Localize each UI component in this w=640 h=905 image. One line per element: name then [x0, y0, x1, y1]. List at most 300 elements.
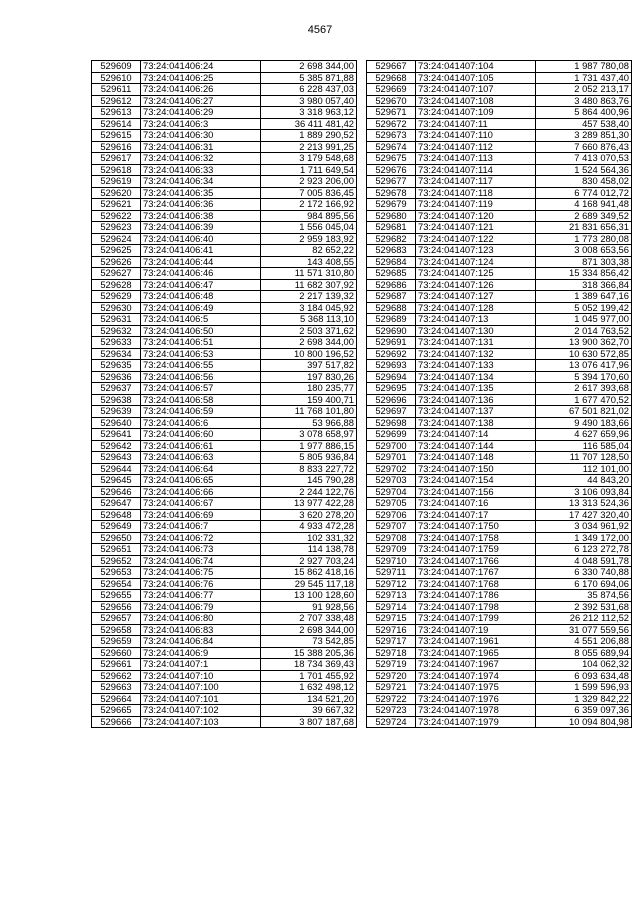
row-number-cell: 529701 — [367, 452, 416, 464]
row-number-cell: 529682 — [367, 233, 416, 245]
value-cell: 1 349 172,00 — [536, 532, 632, 544]
cadastral-number-cell: 73:24:041407:154 — [416, 475, 536, 487]
table-row — [367, 222, 632, 234]
value-cell: 5 385 871,88 — [261, 72, 357, 84]
row-number-cell: 529629 — [92, 291, 141, 303]
row-number-cell: 529718 — [367, 647, 416, 659]
row-number-cell: 529664 — [92, 693, 141, 705]
table-row — [367, 187, 632, 199]
row-number-cell: 529698 — [367, 417, 416, 429]
cadastral-number-cell: 73:24:041406:40 — [141, 233, 261, 245]
table-row — [367, 647, 632, 659]
table-row — [92, 475, 357, 487]
cadastral-number-cell: 73:24:041406:25 — [141, 72, 261, 84]
row-number-cell: 529653 — [92, 567, 141, 579]
table-row — [367, 475, 632, 487]
cadastral-number-cell: 73:24:041407:121 — [416, 222, 536, 234]
value-cell: 10 800 196,52 — [261, 348, 357, 360]
cadastral-number-cell: 73:24:041406:73 — [141, 544, 261, 556]
table-row — [92, 176, 357, 188]
cadastral-number-cell: 73:24:041407:1786 — [416, 590, 536, 602]
value-cell: 3 620 278,20 — [261, 509, 357, 521]
cadastral-number-cell: 73:24:041406:39 — [141, 222, 261, 234]
value-cell: 3 008 653,56 — [536, 245, 632, 257]
row-number-cell: 529609 — [92, 61, 141, 73]
table-row — [367, 532, 632, 544]
cadastral-number-cell: 73:24:041407:1 — [141, 659, 261, 671]
row-number-cell: 529613 — [92, 107, 141, 119]
row-number-cell: 529642 — [92, 440, 141, 452]
row-number-cell: 529651 — [92, 544, 141, 556]
cadastral-number-cell: 73:24:041407:133 — [416, 360, 536, 372]
table-row — [367, 567, 632, 579]
row-number-cell: 529716 — [367, 624, 416, 636]
cadastral-number-cell: 73:24:041406:32 — [141, 153, 261, 165]
value-cell: 1 632 498,12 — [261, 682, 357, 694]
row-number-cell: 529683 — [367, 245, 416, 257]
cadastral-number-cell: 73:24:041407:127 — [416, 291, 536, 303]
value-cell: 2 617 393,68 — [536, 383, 632, 395]
value-cell: 1 524 564,36 — [536, 164, 632, 176]
value-cell: 457 538,40 — [536, 118, 632, 130]
value-cell: 36 411 481,42 — [261, 118, 357, 130]
row-number-cell: 529699 — [367, 429, 416, 441]
cadastral-number-cell: 73:24:041407:134 — [416, 371, 536, 383]
value-cell: 871 303,38 — [536, 256, 632, 268]
cadastral-number-cell: 73:24:041406:60 — [141, 429, 261, 441]
table-row — [367, 636, 632, 648]
value-cell: 1 556 045,04 — [261, 222, 357, 234]
value-cell: 1 731 437,40 — [536, 72, 632, 84]
table-row — [92, 107, 357, 119]
row-number-cell: 529662 — [92, 670, 141, 682]
table-row — [367, 521, 632, 533]
table-row — [92, 670, 357, 682]
value-cell: 11 768 101,80 — [261, 406, 357, 418]
table-row — [92, 532, 357, 544]
table-row — [92, 279, 357, 291]
row-number-cell: 529660 — [92, 647, 141, 659]
table-row — [92, 348, 357, 360]
value-cell: 3 078 658,97 — [261, 429, 357, 441]
table-row — [92, 233, 357, 245]
table-row — [367, 371, 632, 383]
table-row — [367, 325, 632, 337]
cadastral-number-cell: 73:24:041406:77 — [141, 590, 261, 602]
cadastral-number-cell: 73:24:041406:33 — [141, 164, 261, 176]
table-row — [367, 268, 632, 280]
value-cell: 112 101,00 — [536, 463, 632, 475]
row-number-cell: 529630 — [92, 302, 141, 314]
row-number-cell: 529641 — [92, 429, 141, 441]
value-cell: 2 698 344,00 — [261, 61, 357, 73]
cadastral-number-cell: 73:24:041406:51 — [141, 337, 261, 349]
value-cell: 1 977 886,15 — [261, 440, 357, 452]
row-number-cell: 529646 — [92, 486, 141, 498]
row-number-cell: 529623 — [92, 222, 141, 234]
value-cell: 17 427 320,40 — [536, 509, 632, 521]
cadastral-number-cell: 73:24:041406:50 — [141, 325, 261, 337]
table-row — [92, 130, 357, 142]
row-number-cell: 529663 — [92, 682, 141, 694]
table-row — [367, 440, 632, 452]
value-cell: 2 927 703,24 — [261, 555, 357, 567]
value-cell: 6 093 634,48 — [536, 670, 632, 682]
table-row — [367, 383, 632, 395]
row-number-cell: 529643 — [92, 452, 141, 464]
row-number-cell: 529712 — [367, 578, 416, 590]
row-number-cell: 529722 — [367, 693, 416, 705]
row-number-cell: 529672 — [367, 118, 416, 130]
row-number-cell: 529693 — [367, 360, 416, 372]
value-cell: 11 707 128,50 — [536, 452, 632, 464]
row-number-cell: 529724 — [367, 716, 416, 728]
cadastral-number-cell: 73:24:041407:104 — [416, 61, 536, 73]
cadastral-number-cell: 73:24:041406:41 — [141, 245, 261, 257]
table-row — [367, 118, 632, 130]
value-cell: 10 630 572,85 — [536, 348, 632, 360]
table-row — [92, 245, 357, 257]
cadastral-number-cell: 73:24:041406:79 — [141, 601, 261, 613]
value-cell: 67 501 821,02 — [536, 406, 632, 418]
row-number-cell: 529704 — [367, 486, 416, 498]
table-row — [367, 199, 632, 211]
table-row — [367, 360, 632, 372]
value-cell: 6 330 740,88 — [536, 567, 632, 579]
row-number-cell: 529676 — [367, 164, 416, 176]
value-cell: 1 045 977,00 — [536, 314, 632, 326]
row-number-cell: 529668 — [367, 72, 416, 84]
value-cell: 29 545 117,18 — [261, 578, 357, 590]
row-number-cell: 529616 — [92, 141, 141, 153]
table-row — [92, 95, 357, 107]
cadastral-number-cell: 73:24:041406:49 — [141, 302, 261, 314]
table-row — [92, 141, 357, 153]
row-number-cell: 529657 — [92, 613, 141, 625]
row-number-cell: 529665 — [92, 705, 141, 717]
table-row — [367, 659, 632, 671]
cadastral-number-cell: 73:24:041406:47 — [141, 279, 261, 291]
row-number-cell: 529690 — [367, 325, 416, 337]
value-cell: 180 235,77 — [261, 383, 357, 395]
table-row — [92, 509, 357, 521]
row-number-cell: 529670 — [367, 95, 416, 107]
value-cell: 984 895,56 — [261, 210, 357, 222]
cadastral-number-cell: 73:24:041407:109 — [416, 107, 536, 119]
value-cell: 2 213 991,25 — [261, 141, 357, 153]
cadastral-number-cell: 73:24:041407:1768 — [416, 578, 536, 590]
value-cell: 15 388 205,36 — [261, 647, 357, 659]
value-cell: 2 244 122,76 — [261, 486, 357, 498]
cadastral-number-cell: 73:24:041406:46 — [141, 268, 261, 280]
value-cell: 3 480 863,76 — [536, 95, 632, 107]
row-number-cell: 529611 — [92, 84, 141, 96]
table-row — [367, 463, 632, 475]
cadastral-number-cell: 73:24:041406:26 — [141, 84, 261, 96]
cadastral-number-cell: 73:24:041407:1750 — [416, 521, 536, 533]
value-cell: 102 331,32 — [261, 532, 357, 544]
cadastral-number-cell: 73:24:041406:56 — [141, 371, 261, 383]
value-cell: 26 212 112,52 — [536, 613, 632, 625]
cadastral-number-cell: 73:24:041407:114 — [416, 164, 536, 176]
cadastral-number-cell: 73:24:041406:3 — [141, 118, 261, 130]
row-number-cell: 529624 — [92, 233, 141, 245]
value-cell: 159 400,71 — [261, 394, 357, 406]
value-cell: 11 571 310,80 — [261, 268, 357, 280]
table-row — [367, 406, 632, 418]
cadastral-number-cell: 73:24:041407:16 — [416, 498, 536, 510]
row-number-cell: 529684 — [367, 256, 416, 268]
cadastral-number-cell: 73:24:041407:128 — [416, 302, 536, 314]
cadastral-number-cell: 73:24:041407:107 — [416, 84, 536, 96]
table-row — [367, 509, 632, 521]
value-cell: 1 987 780,08 — [536, 61, 632, 73]
value-cell: 18 734 369,43 — [261, 659, 357, 671]
cadastral-number-cell: 73:24:041406:53 — [141, 348, 261, 360]
table-row — [92, 268, 357, 280]
row-number-cell: 529675 — [367, 153, 416, 165]
table-row — [367, 670, 632, 682]
value-cell: 3 980 057,40 — [261, 95, 357, 107]
cadastral-number-cell: 73:24:041407:1798 — [416, 601, 536, 613]
value-cell: 2 052 213,17 — [536, 84, 632, 96]
value-cell: 6 359 097,36 — [536, 705, 632, 717]
table-row — [92, 601, 357, 613]
row-number-cell: 529694 — [367, 371, 416, 383]
row-number-cell: 529612 — [92, 95, 141, 107]
cadastral-number-cell: 73:24:041407:105 — [416, 72, 536, 84]
cadastral-number-cell: 73:24:041407:14 — [416, 429, 536, 441]
table-row — [367, 291, 632, 303]
cadastral-number-cell: 73:24:041407:100 — [141, 682, 261, 694]
table-row — [367, 624, 632, 636]
row-number-cell: 529644 — [92, 463, 141, 475]
cadastral-number-cell: 73:24:041407:137 — [416, 406, 536, 418]
cadastral-number-cell: 73:24:041407:1767 — [416, 567, 536, 579]
row-number-cell: 529719 — [367, 659, 416, 671]
table-row — [367, 486, 632, 498]
row-number-cell: 529700 — [367, 440, 416, 452]
cadastral-number-cell: 73:24:041407:135 — [416, 383, 536, 395]
cadastral-number-cell: 73:24:041407:13 — [416, 314, 536, 326]
cadastral-number-cell: 73:24:041407:122 — [416, 233, 536, 245]
cadastral-number-cell: 73:24:041406:55 — [141, 360, 261, 372]
table-row — [92, 682, 357, 694]
cadastral-number-cell: 73:24:041407:1758 — [416, 532, 536, 544]
table-row — [92, 544, 357, 556]
table-row — [92, 337, 357, 349]
cadastral-number-cell: 73:24:041407:124 — [416, 256, 536, 268]
row-number-cell: 529656 — [92, 601, 141, 613]
table-row — [367, 705, 632, 717]
table-row — [367, 601, 632, 613]
value-cell: 116 585,04 — [536, 440, 632, 452]
cadastral-number-cell: 73:24:041406:67 — [141, 498, 261, 510]
cadastral-number-cell: 73:24:041407:131 — [416, 337, 536, 349]
table-row — [92, 406, 357, 418]
row-number-cell: 529705 — [367, 498, 416, 510]
cadastral-number-cell: 73:24:041407:148 — [416, 452, 536, 464]
cadastral-number-cell: 73:24:041407:130 — [416, 325, 536, 337]
value-cell: 1 773 280,08 — [536, 233, 632, 245]
row-number-cell: 529655 — [92, 590, 141, 602]
left-data-table — [91, 60, 357, 728]
table-row — [367, 84, 632, 96]
value-cell: 3 106 093,84 — [536, 486, 632, 498]
row-number-cell: 529717 — [367, 636, 416, 648]
row-number-cell: 529707 — [367, 521, 416, 533]
cadastral-number-cell: 73:24:041406:61 — [141, 440, 261, 452]
value-cell: 2 923 206,00 — [261, 176, 357, 188]
cadastral-number-cell: 73:24:041407:101 — [141, 693, 261, 705]
table-row — [92, 302, 357, 314]
value-cell: 397 517,82 — [261, 360, 357, 372]
row-number-cell: 529640 — [92, 417, 141, 429]
cadastral-number-cell: 73:24:041407:10 — [141, 670, 261, 682]
cadastral-number-cell: 73:24:041406:84 — [141, 636, 261, 648]
value-cell: 2 217 139,32 — [261, 291, 357, 303]
table-row — [367, 245, 632, 257]
value-cell: 104 062,32 — [536, 659, 632, 671]
table-row — [367, 693, 632, 705]
value-cell: 9 490 183,66 — [536, 417, 632, 429]
value-cell: 1 329 842,22 — [536, 693, 632, 705]
cadastral-number-cell: 73:24:041407:113 — [416, 153, 536, 165]
row-number-cell: 529686 — [367, 279, 416, 291]
value-cell: 2 707 338,48 — [261, 613, 357, 625]
value-cell: 13 313 524,36 — [536, 498, 632, 510]
table-row — [92, 440, 357, 452]
cadastral-number-cell: 73:24:041407:125 — [416, 268, 536, 280]
value-cell: 3 184 045,92 — [261, 302, 357, 314]
value-cell: 15 862 418,16 — [261, 567, 357, 579]
value-cell: 6 123 272,78 — [536, 544, 632, 556]
row-number-cell: 529631 — [92, 314, 141, 326]
row-number-cell: 529632 — [92, 325, 141, 337]
table-row — [92, 84, 357, 96]
table-row — [92, 463, 357, 475]
cadastral-number-cell: 73:24:041407:144 — [416, 440, 536, 452]
table-row — [92, 555, 357, 567]
row-number-cell: 529687 — [367, 291, 416, 303]
cadastral-number-cell: 73:24:041407:19 — [416, 624, 536, 636]
value-cell: 4 168 941,48 — [536, 199, 632, 211]
value-cell: 2 689 349,52 — [536, 210, 632, 222]
cadastral-number-cell: 73:24:041406:27 — [141, 95, 261, 107]
table-row — [367, 141, 632, 153]
row-number-cell: 529636 — [92, 371, 141, 383]
table-row — [92, 199, 357, 211]
row-number-cell: 529634 — [92, 348, 141, 360]
row-number-cell: 529723 — [367, 705, 416, 717]
value-cell: 11 682 307,92 — [261, 279, 357, 291]
table-row — [367, 590, 632, 602]
cadastral-number-cell: 73:24:041406:83 — [141, 624, 261, 636]
cadastral-number-cell: 73:24:041406:69 — [141, 509, 261, 521]
table-row — [367, 429, 632, 441]
value-cell: 91 928,56 — [261, 601, 357, 613]
table-row — [367, 314, 632, 326]
value-cell: 1 701 455,92 — [261, 670, 357, 682]
cadastral-number-cell: 73:24:041407:1965 — [416, 647, 536, 659]
table-row — [367, 61, 632, 73]
value-cell: 3 034 961,92 — [536, 521, 632, 533]
cadastral-number-cell: 73:24:041407:1799 — [416, 613, 536, 625]
table-row — [92, 153, 357, 165]
row-number-cell: 529648 — [92, 509, 141, 521]
table-row — [92, 61, 357, 73]
row-number-cell: 529713 — [367, 590, 416, 602]
table-row — [92, 72, 357, 84]
table-row — [367, 72, 632, 84]
row-number-cell: 529650 — [92, 532, 141, 544]
value-cell: 143 408,55 — [261, 256, 357, 268]
cadastral-number-cell: 73:24:041406:24 — [141, 61, 261, 73]
cadastral-number-cell: 73:24:041406:35 — [141, 187, 261, 199]
row-number-cell: 529720 — [367, 670, 416, 682]
table-row — [92, 452, 357, 464]
table-row — [92, 429, 357, 441]
cadastral-number-cell: 73:24:041406:76 — [141, 578, 261, 590]
row-number-cell: 529659 — [92, 636, 141, 648]
value-cell: 6 170 694,06 — [536, 578, 632, 590]
cadastral-number-cell: 73:24:041407:1975 — [416, 682, 536, 694]
value-cell: 5 368 113,10 — [261, 314, 357, 326]
cadastral-number-cell: 73:24:041406:36 — [141, 199, 261, 211]
row-number-cell: 529721 — [367, 682, 416, 694]
value-cell: 21 831 656,31 — [536, 222, 632, 234]
table-row — [92, 417, 357, 429]
row-number-cell: 529673 — [367, 130, 416, 142]
value-cell: 82 652,22 — [261, 245, 357, 257]
table-row — [367, 107, 632, 119]
value-cell: 1 389 647,16 — [536, 291, 632, 303]
row-number-cell: 529708 — [367, 532, 416, 544]
table-row — [367, 233, 632, 245]
value-cell: 13 100 128,60 — [261, 590, 357, 602]
table-row — [92, 394, 357, 406]
table-row — [92, 222, 357, 234]
value-cell: 3 289 851,30 — [536, 130, 632, 142]
value-cell: 35 874,56 — [536, 590, 632, 602]
cadastral-number-cell: 73:24:041407:132 — [416, 348, 536, 360]
cadastral-number-cell: 73:24:041407:117 — [416, 176, 536, 188]
value-cell: 44 843,20 — [536, 475, 632, 487]
value-cell: 2 392 531,68 — [536, 601, 632, 613]
value-cell: 145 790,28 — [261, 475, 357, 487]
cadastral-number-cell: 73:24:041406:6 — [141, 417, 261, 429]
value-cell: 73 542,85 — [261, 636, 357, 648]
cadastral-number-cell: 73:24:041406:74 — [141, 555, 261, 567]
cadastral-number-cell: 73:24:041407:102 — [141, 705, 261, 717]
value-cell: 3 179 548,68 — [261, 153, 357, 165]
row-number-cell: 529685 — [367, 268, 416, 280]
table-row — [367, 394, 632, 406]
row-number-cell: 529628 — [92, 279, 141, 291]
value-cell: 8 055 689,94 — [536, 647, 632, 659]
row-number-cell: 529677 — [367, 176, 416, 188]
value-cell: 31 077 559,56 — [536, 624, 632, 636]
cadastral-number-cell: 73:24:041406:5 — [141, 314, 261, 326]
value-cell: 1 711 649,54 — [261, 164, 357, 176]
value-cell: 13 900 362,70 — [536, 337, 632, 349]
cadastral-number-cell: 73:24:041406:29 — [141, 107, 261, 119]
row-number-cell: 529691 — [367, 337, 416, 349]
value-cell: 3 318 963,12 — [261, 107, 357, 119]
cadastral-number-cell: 73:24:041407:123 — [416, 245, 536, 257]
page-number: 4567 — [307, 24, 333, 36]
value-cell: 830 458,02 — [536, 176, 632, 188]
